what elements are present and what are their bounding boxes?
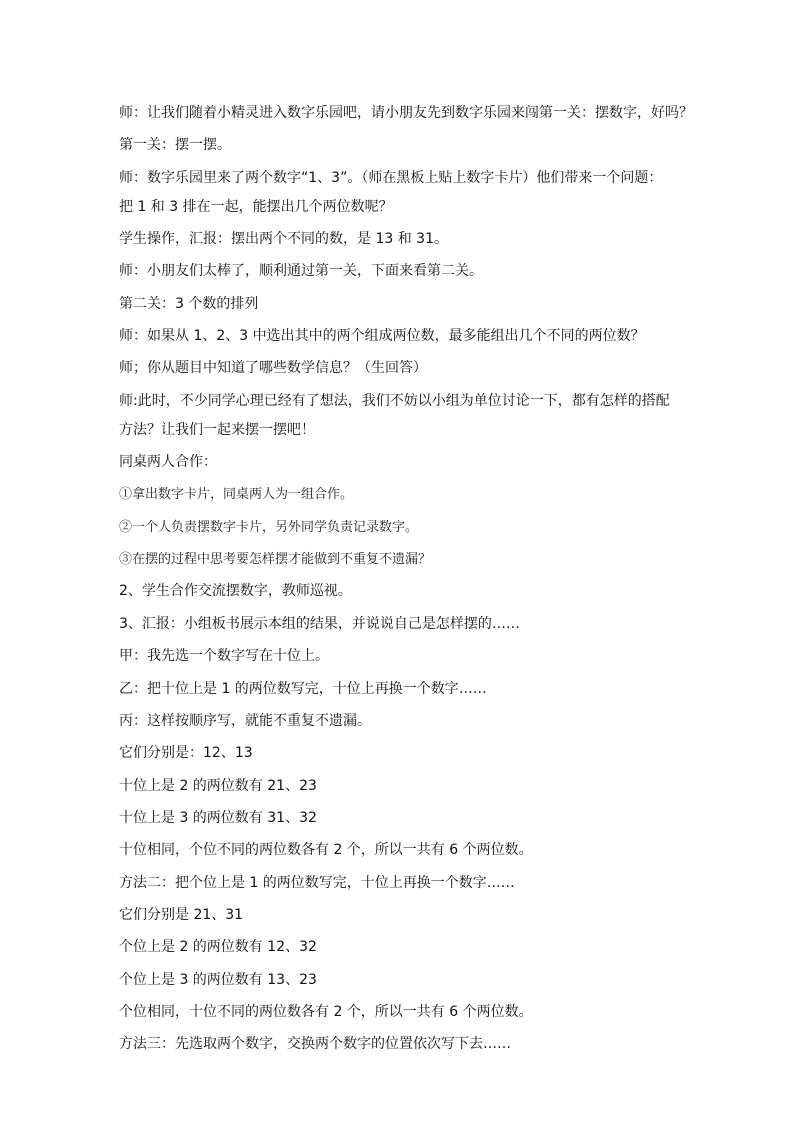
paragraph: 师:此时，不少同学心理已经有了想法，我们不妨以小组为单位讨论一下，都有怎样的搭配 [119, 392, 670, 409]
paragraph: 师：数字乐园里来了两个数字“1、3”。（师在黑板上贴上数字卡片）他们带来一个问题： [119, 169, 663, 186]
list-item: ②一个人负责摆数字卡片，另外同学负责记录数字。 [119, 519, 419, 535]
paragraph: 甲：我先选一个数字写在十位上。 [119, 648, 329, 665]
paragraph: 学生操作，汇报：摆出两个不同的数，是 13 和 31。 [119, 231, 448, 248]
paragraph: 个位上是 2 的两位数有 12、32 [119, 939, 317, 956]
list-item: ③在摆的过程中思考要怎样摆才能做到不重复不遗漏？ [119, 552, 432, 568]
paragraph: 师；你从题目中知道了哪些数学信息？（生回答） [119, 360, 427, 377]
paragraph: 2、学生合作交流摆数字，教师巡视。 [119, 583, 352, 600]
paragraph: 3、汇报：小组板书展示本组的结果，并说说自己是怎样摆的…… [119, 615, 520, 632]
paragraph: 第二关：3 个数的排列 [119, 295, 259, 312]
document-body [119, 103, 693, 1067]
paragraph: 师：让我们随着小精灵进入数字乐园吧，请小朋友先到数字乐园来闯第一关：摆数字，好吗？ [119, 105, 693, 121]
paragraph: 丙：这样按顺序写，就能不重复不遗漏。 [119, 712, 371, 729]
list-item: ①拿出数字卡片，同桌两人为一组合作。 [119, 487, 354, 503]
paragraph: 它们分别是 21、31 [119, 906, 244, 923]
paragraph: 师：如果从 1、2、3 中选出其中的两个组成两位数，最多能组出几个不同的两位数？ [119, 328, 645, 345]
paragraph: 个位相同，十位不同的两位数各有 2 个，所以一共有 6 个两位数。 [119, 1003, 533, 1020]
paragraph: 乙：把十位上是 1 的两位数写完，十位上再换一个数字…… [119, 680, 487, 697]
paragraph: 同桌两人合作： [119, 454, 217, 471]
paragraph: 方法二：把个位上是 1 的两位数写完，十位上再换一个数字…… [119, 874, 515, 891]
paragraph: 把 1 和 3 排在一起，能摆出几个两位数呢？ [119, 198, 393, 215]
paragraph: 十位相同，个位不同的两位数各有 2 个，所以一共有 6 个两位数。 [119, 842, 533, 859]
paragraph: 第一关：摆一摆。 [119, 137, 231, 154]
paragraph: 它们分别是：12、13 [119, 745, 253, 762]
paragraph: 个位上是 3 的两位数有 13、23 [119, 971, 317, 988]
paragraph: 十位上是 3 的两位数有 31、32 [119, 809, 317, 826]
paragraph: 方法？让我们一起来摆一摆吧！ [119, 421, 315, 438]
paragraph: 师：小朋友们太棒了，顺利通过第一关，下面来看第二关。 [119, 263, 483, 280]
paragraph: 方法三：先选取两个数字，交换两个数字的位置依次写下去…… [119, 1036, 511, 1053]
paragraph: 十位上是 2 的两位数有 21、23 [119, 777, 317, 794]
